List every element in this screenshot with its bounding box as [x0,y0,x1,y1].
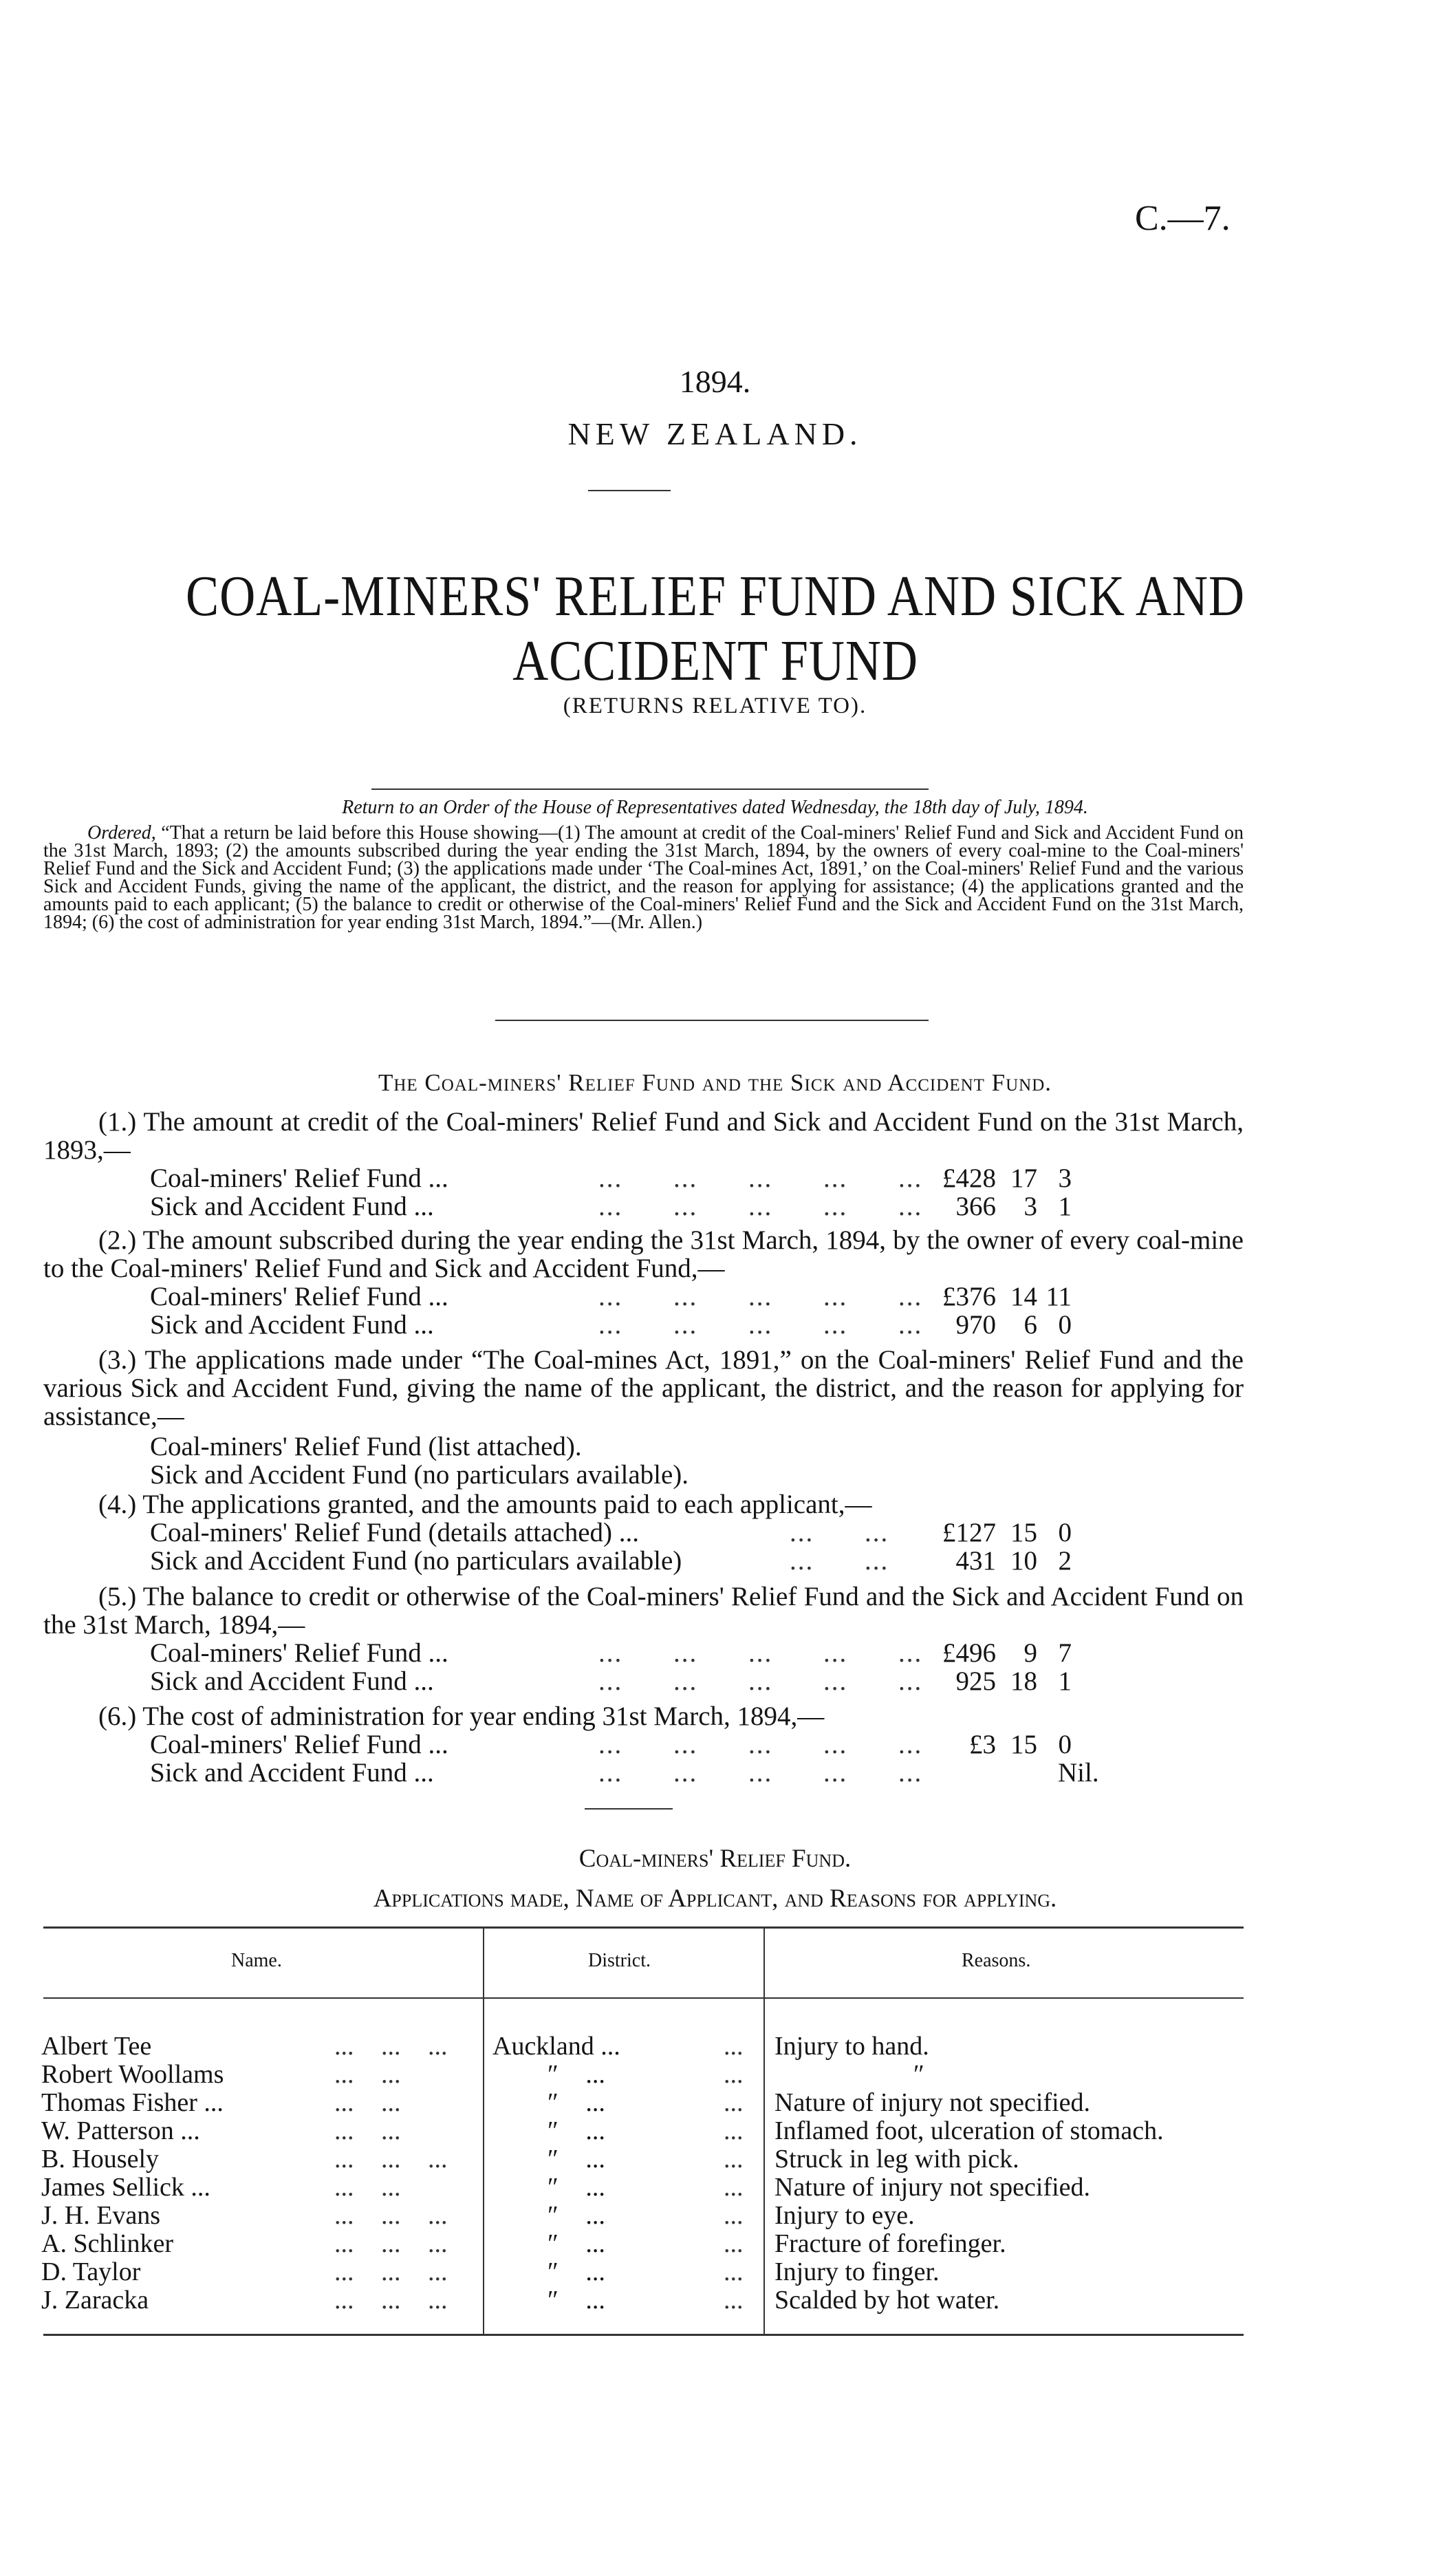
reason: Struck in leg with pick. [774,2145,1019,2174]
reason: Fracture of forefinger. [774,2229,1006,2258]
leader-dots: ... ... [334,2060,401,2089]
amount [920,1547,1072,1575]
applicant-name: Albert Tee [41,2032,152,2061]
item-label: Sick and Accident Fund ... [150,1192,434,1221]
column-header-district: District. [588,1950,651,1971]
item-label: Coal-miners' Relief Fund ... [150,1638,448,1668]
applicant-name: W. Patterson ... [41,2116,200,2145]
table-header-border [43,1997,1244,1999]
column-header-reasons: Reasons. [962,1950,1031,1971]
amount [920,1282,1072,1311]
pence: 3 [1058,1163,1072,1193]
district: ″ ... [548,2173,605,2202]
ordered-label: Ordered, [87,822,156,844]
order-body: “That a return be laid before this House showing—(1) The amount at credit of the Coal-miners' Relief Fund and Sick and Accident Fund on the 31st March, 1893; (2) the amounts subscribed during the year ending the 31st March, 1894, by the owners of every coal-mine to the Coal-miners' Relief Fund and the Sick and Accident Fund; (3) the applications made under ‘The Coal-mines Act, 1891,’ on the Coal-miners' Relief Fund and the various Sick and Accident Funds, giving the name of the applicant, the district, and the reason for applying for assistance; (4) the applications granted and the amounts paid to each applicant; (5) the balance to credit or otherwise of the Coal-miners' Relief Fund and the Sick and Accident Fund on the 31st March, 1894; (6) the cost of administration for year ending 31st March, 1894.”—(Mr. Allen.) [43,822,1244,933]
leader-dots: ... ... ... [334,2145,448,2174]
item-label: Sick and Accident Fund ... [150,1758,434,1788]
pence: 2 [1058,1546,1072,1576]
order-heading: Return to an Order of the House of Representatives dated Wednesday, the 18th day of July, 1894. [342,797,1088,818]
leader-dots: ... [724,2145,744,2174]
shillings: 10 [1010,1546,1037,1576]
shillings: 15 [1010,1518,1037,1547]
leader-dots: ... ... [334,2173,401,2202]
district: ″ ... [548,2286,605,2315]
shillings: 6 [1023,1310,1037,1340]
shillings: 18 [1010,1666,1037,1696]
table-subtitle-text: Applications made, Name of Applicant, and Reasons for applying. [373,1885,1057,1913]
amount [920,1639,1072,1667]
leader-dots: ... [724,2116,744,2145]
leader-dots: ... [724,2032,744,2061]
item-label: Sick and Accident Fund ... [150,1310,434,1340]
item-label: Coal-miners' Relief Fund ... [150,1282,448,1311]
column-divider [483,1926,484,2334]
leader-dots: ... ... [790,1546,889,1576]
shillings: 9 [1023,1638,1037,1668]
leader-dots: ... [724,2088,744,2117]
shillings: 3 [1023,1192,1037,1221]
amount [920,1667,1072,1695]
pounds: 970 [955,1310,996,1340]
item-label: Sick and Accident Fund ... [150,1666,434,1696]
divider [588,490,671,491]
applicant-name: J. H. Evans [41,2201,161,2230]
document-title: COAL-MINERS' RELIEF FUND AND SICK AND ACCIDENT FUND [186,564,1245,693]
reason: ″ [913,2060,924,2089]
paragraph-1: (1.) The amount at credit of the Coal-miners' Relief Fund and Sick and Accident Fund on the 31st March, 1893,— [43,1107,1244,1165]
reason: Injury to finger. [774,2257,940,2286]
table-top-border [43,1926,1244,1929]
applicant-name: B. Housely [41,2145,159,2174]
amount [920,1164,1072,1192]
pence: 0 [1058,1310,1072,1340]
divider [495,1020,929,1021]
item-label: Coal-miners' Relief Fund (details attached) ... [150,1518,639,1547]
pounds: £127 [942,1518,996,1547]
leader-dots: ... ... ... ... ... [598,1282,923,1311]
leader-dots: ... ... ... [334,2286,448,2315]
pounds: £428 [942,1163,996,1193]
district: ″ ... [548,2229,605,2258]
amount [920,1518,1072,1547]
item-label: Sick and Accident Fund (no particulars available) [150,1546,682,1576]
leader-dots: ... ... [334,2116,401,2145]
document-year: 1894. [679,364,751,399]
district: ″ ... [548,2145,605,2174]
district: ″ ... [548,2201,605,2230]
item-label: Sick and Accident Fund (no particulars available). [150,1460,689,1490]
paper-reference: C.—7. [1135,199,1231,238]
document-subtitle: (RETURNS RELATIVE TO). [563,694,867,718]
leader-dots: ... ... [334,2088,401,2117]
reason: Scalded by hot water. [774,2286,1000,2315]
leader-dots: ... ... ... ... ... [598,1758,923,1788]
leader-dots: ... ... ... [334,2229,448,2258]
pounds: £496 [942,1638,996,1668]
leader-dots: ... ... ... [334,2032,448,2061]
order-text [43,824,1244,932]
pence: 0 [1058,1518,1072,1547]
pence: 0 [1058,1730,1072,1759]
item-label: Coal-miners' Relief Fund (list attached). [150,1432,582,1461]
pounds: 925 [955,1666,996,1696]
paragraph-5: (5.) The balance to credit or otherwise of the Coal-miners' Relief Fund and the Sick and Accident Fund on the 31st March, 1894,— [43,1582,1244,1640]
divider [585,1808,673,1810]
applicant-name: Robert Woollams [41,2060,224,2089]
district: Auckland ... [492,2032,620,2061]
leader-dots: ... [724,2060,744,2089]
pounds: 431 [955,1546,996,1576]
shillings: 14 [1010,1282,1037,1311]
leader-dots: ... ... [790,1518,889,1547]
column-divider [763,1926,765,2334]
leader-dots: ... ... ... ... ... [598,1192,923,1221]
leader-dots: ... ... ... ... ... [598,1666,923,1696]
reason: Injury to eye. [774,2201,915,2230]
applicant-name: James Sellick ... [41,2173,210,2202]
country-heading: NEW ZEALAND. [567,416,863,451]
paragraph-2: (2.) The amount subscribed during the year ending the 31st March, 1894, by the owner of every coal-mine to the Coal-miners' Relief Fund and Sick and Accident Fund,— [43,1225,1244,1283]
leader-dots: ... ... ... ... ... [598,1163,923,1193]
district: ″ ... [548,2060,605,2089]
leader-dots: ... ... ... ... ... [598,1730,923,1759]
item-label: Coal-miners' Relief Fund ... [150,1163,448,1193]
pence: 1 [1058,1192,1072,1221]
applicant-name: A. Schlinker [41,2229,174,2258]
item-label: Coal-miners' Relief Fund ... [150,1730,448,1759]
table-bottom-border [43,2334,1244,2336]
pence: 11 [1046,1282,1072,1311]
leader-dots: ... [724,2286,744,2315]
district: ″ ... [548,2116,605,2145]
shillings: 15 [1010,1730,1037,1759]
leader-dots: ... [724,2173,744,2202]
leader-dots: ... [724,2201,744,2230]
applicant-name: D. Taylor [41,2257,141,2286]
pounds: £3 [969,1730,996,1759]
leader-dots: ... ... ... [334,2257,448,2286]
amount [920,1311,1072,1339]
pounds: 366 [955,1192,996,1221]
paragraph-3: (3.) The applications made under “The Coal-mines Act, 1891,” on the Coal-miners' Relief Fund and the various Sick and Accident Fund, giving the name of the applicant, the district, and the reason for applying for assistance,— [43,1345,1244,1431]
district: ″ ... [548,2088,605,2117]
divider [371,788,929,790]
district: ″ ... [548,2257,605,2286]
table-title: Coal-miners' Relief Fund. [578,1845,852,1873]
leader-dots: ... ... ... [334,2201,448,2230]
applicant-name: J. Zaracka [41,2286,149,2315]
table-subtitle [0,1884,1430,1913]
paragraph-4: (4.) The applications granted, and the amounts paid to each applicant,— [98,1490,872,1519]
shillings: 17 [1010,1163,1037,1193]
leader-dots: ... ... ... ... ... [598,1638,923,1668]
amount [920,1192,1072,1221]
nil-amount: Nil. [1058,1758,1099,1788]
reason: Nature of injury not specified. [774,2173,1091,2202]
leader-dots: ... [724,2229,744,2258]
reason: Injury to hand. [774,2032,929,2061]
reason: Inflamed foot, ulceration of stomach. [774,2116,1164,2145]
pence: 7 [1058,1638,1072,1668]
applicant-name: Thomas Fisher ... [41,2088,224,2117]
column-header-name: Name. [231,1950,282,1971]
section-heading: The Coal-miners' Relief Fund and the Sick and Accident Fund. [378,1069,1052,1096]
amount [920,1730,1072,1759]
pence: 1 [1058,1666,1072,1696]
reason: Nature of injury not specified. [774,2088,1091,2117]
leader-dots: ... [724,2257,744,2286]
pounds: £376 [942,1282,996,1311]
leader-dots: ... ... ... ... ... [598,1310,923,1340]
paragraph-6: (6.) The cost of administration for year ending 31st March, 1894,— [98,1702,825,1731]
